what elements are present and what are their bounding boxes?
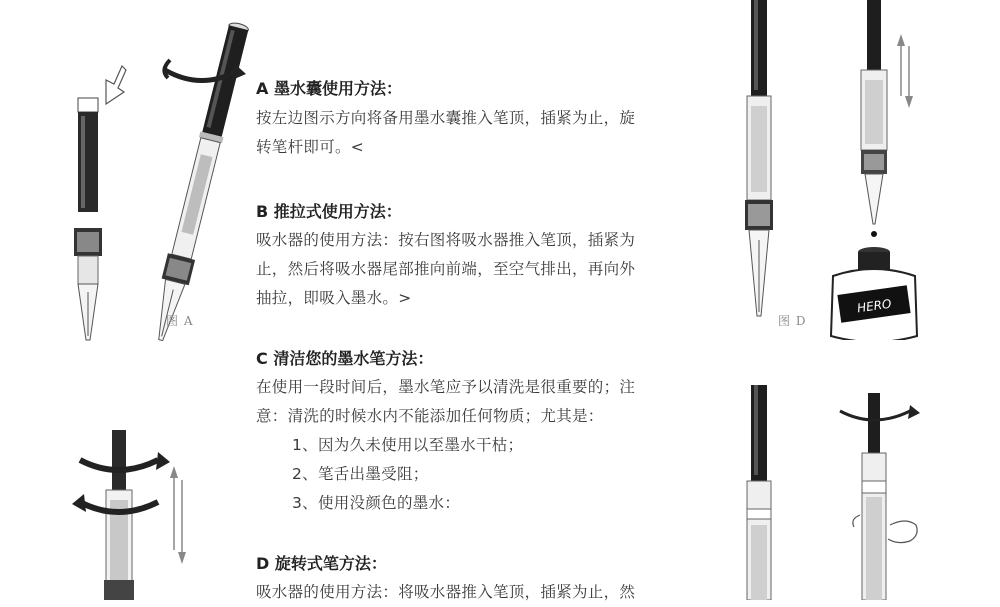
push-pull-arrow-icon (170, 466, 186, 564)
section-title: A 墨水囊使用方法： (256, 79, 402, 98)
section-title: B 推拉式使用方法： (256, 202, 402, 221)
figure-e-converter-illustration (735, 385, 805, 600)
section-line: 止，然后将吸水器尾部推向前端，至空气排出，再向外 (256, 260, 636, 278)
section-b (256, 199, 716, 313)
section-line: 意：清洗的时候水内不能添加任何物质；尤其是： (256, 407, 604, 425)
arrow-down-left-icon (106, 66, 126, 104)
figure-a-caption: 图 A (166, 314, 194, 328)
section-line: 吸水器的使用方法：将吸水器推入笔顶，插紧为止，然 (256, 583, 636, 601)
section-line: 吸水器的使用方法：按右图将吸水器推入笔顶，插紧为 (256, 231, 636, 249)
bottle-label: HERO (856, 296, 893, 316)
section-line: 转笔杆即可。< (256, 138, 365, 156)
figure-d-ink-fill-illustration (825, 0, 935, 340)
figure-d-caption: 图 D (778, 314, 807, 328)
section-line: 在使用一段时间后，墨水笔应予以清洗是很重要的；注 (256, 378, 636, 396)
list-item: 3、使用没颜色的墨水： (292, 494, 461, 512)
figure-f-rotary-illustration (820, 385, 940, 600)
section-line: 按左边图示方向将备用墨水囊推入笔顶，插紧为止，旋 (256, 109, 636, 127)
pen-section-left (74, 228, 102, 340)
section-d (256, 551, 716, 607)
list-item: 1、因为久未使用以至墨水干枯； (292, 436, 524, 454)
figure-a-cartridge-illustration (60, 0, 250, 360)
list-item: 2、笔舌出墨受阻； (292, 465, 429, 483)
section-c (256, 346, 716, 518)
figure-c-rotation-illustration (70, 430, 200, 600)
push-pull-arrow-icon (897, 34, 913, 108)
section-title: C 清洁您的墨水笔方法： (256, 349, 434, 368)
section-a (256, 76, 716, 162)
ink-cartridge (78, 98, 98, 212)
figure-b-converter-illustration (735, 0, 805, 330)
ink-bottle (831, 247, 917, 340)
section-title: D 旋转式笔方法： (256, 554, 387, 573)
section-line: 抽拉，即吸入墨水。> (256, 289, 412, 307)
